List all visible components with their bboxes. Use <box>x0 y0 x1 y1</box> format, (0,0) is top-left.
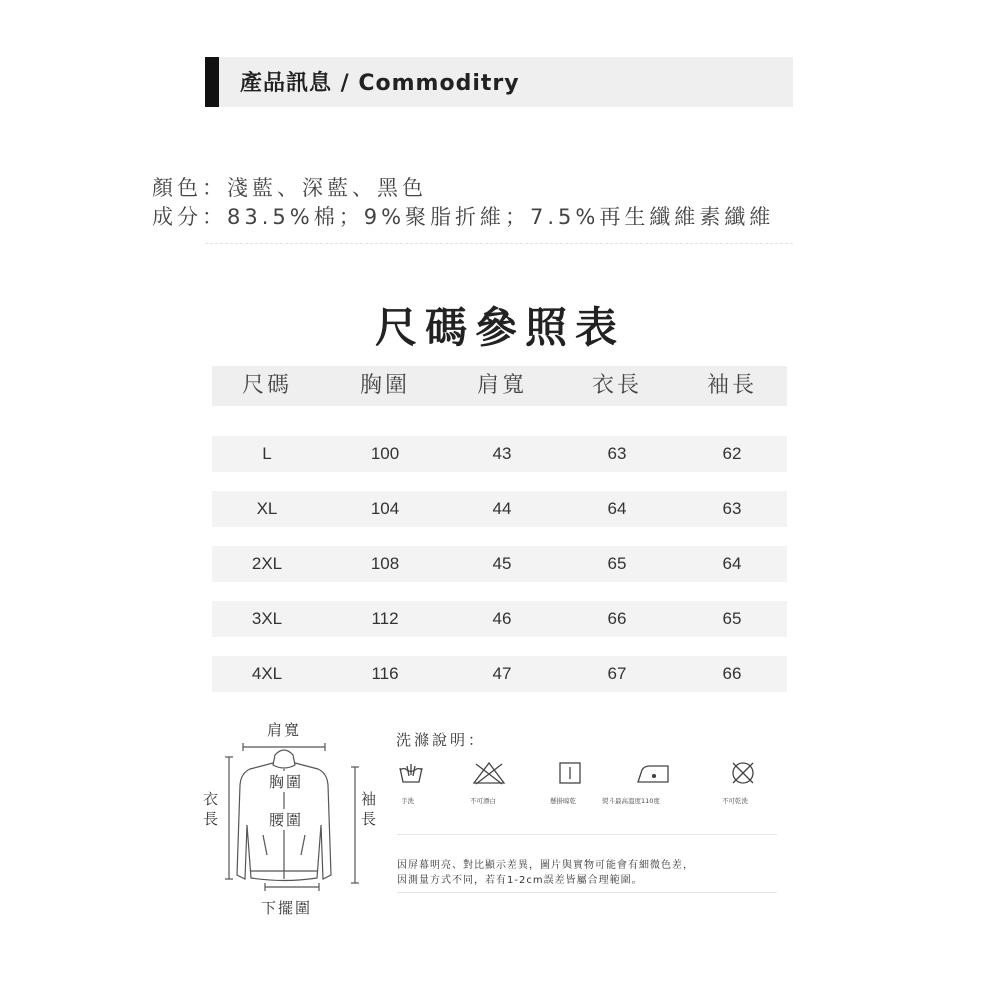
size-cell: XL <box>256 499 278 518</box>
table-row <box>212 436 787 472</box>
sleeve-label: 袖長 <box>361 790 379 828</box>
sleeve-cell: 65 <box>722 609 742 628</box>
note-divider-bottom <box>397 892 777 893</box>
header-cell-sleeve: 袖長 <box>706 373 757 398</box>
sleeve-cell: 63 <box>722 499 742 518</box>
header-cell-size: 尺碼 <box>241 373 292 398</box>
chest-cell: 112 <box>371 609 399 628</box>
table-row <box>212 491 787 527</box>
hand-wash-label: 手洗 <box>401 797 414 805</box>
chest-cell: 108 <box>370 554 400 573</box>
note-divider-top <box>397 834 777 835</box>
garment-diagram <box>195 715 380 920</box>
shoulder-cell: 46 <box>492 609 512 628</box>
color-info: 顏色：淺藍、深藍、黑色 <box>152 176 427 200</box>
header-cell-shoulder: 肩寬 <box>476 373 527 398</box>
size-cell: 3XL <box>251 609 283 628</box>
length-cell: 63 <box>607 444 627 463</box>
sleeve-cell: 64 <box>722 554 742 573</box>
no-bleach-icon <box>472 760 506 786</box>
table-row <box>212 601 787 637</box>
table-row <box>212 656 787 692</box>
material-info: 成分：83.5%棉；9%聚脂折維；7.5%再生纖維素纖維 <box>152 205 775 229</box>
header-accent <box>205 57 219 107</box>
sleeve-cell: 62 <box>722 444 742 463</box>
no-dry-clean-label: 不可乾洗 <box>722 797 748 805</box>
size-table-header <box>212 366 787 406</box>
divider <box>205 243 793 244</box>
waist-label: 腰圍 <box>269 811 304 829</box>
size-chart-title: 尺碼參照表 <box>374 303 625 352</box>
length-cell: 67 <box>607 664 627 683</box>
hand-wash-icon <box>398 760 424 786</box>
chest-cell: 104 <box>370 499 400 518</box>
size-cell: 2XL <box>251 554 283 573</box>
sleeve-cell: 66 <box>722 664 742 683</box>
header-title: 產品訊息 / Commoditry <box>240 71 520 96</box>
length-cell: 64 <box>607 499 627 518</box>
length-cell: 66 <box>607 609 627 628</box>
table-row <box>212 546 787 582</box>
washing-title: 洗滌說明： <box>396 731 487 749</box>
no-dry-clean-icon <box>730 760 756 786</box>
shoulder-cell: 43 <box>492 444 512 463</box>
header-cell-length: 衣長 <box>591 373 642 398</box>
hem-label: 下擺圍 <box>261 899 313 917</box>
disclaimer-line-2: 因測量方式不同，若有1-2cm誤差皆屬合理範圍。 <box>397 875 643 886</box>
length-cell: 65 <box>607 554 627 573</box>
shoulder-cell: 47 <box>492 664 512 683</box>
size-cell: L <box>262 444 272 463</box>
iron-label: 熨斗最高溫度110度 <box>602 797 660 805</box>
chest-cell: 100 <box>370 444 400 463</box>
chest-label: 胸圍 <box>269 773 304 791</box>
shoulder-cell: 44 <box>492 499 512 518</box>
hang-dry-icon <box>557 760 583 786</box>
size-cell: 4XL <box>251 664 283 683</box>
iron-icon <box>636 760 672 786</box>
length-label: 衣長 <box>203 790 221 828</box>
shoulder-label: 肩寬 <box>267 721 302 739</box>
hang-dry-label: 懸掛晾乾 <box>550 797 576 805</box>
no-bleach-label: 不可漂白 <box>470 797 496 805</box>
header-cell-chest: 胸圍 <box>359 373 410 398</box>
disclaimer-line-1: 因屏幕明亮、對比顯示差異，圖片與實物可能會有細微色差， <box>397 860 694 871</box>
chest-cell: 116 <box>371 664 399 683</box>
shoulder-cell: 45 <box>492 554 512 573</box>
